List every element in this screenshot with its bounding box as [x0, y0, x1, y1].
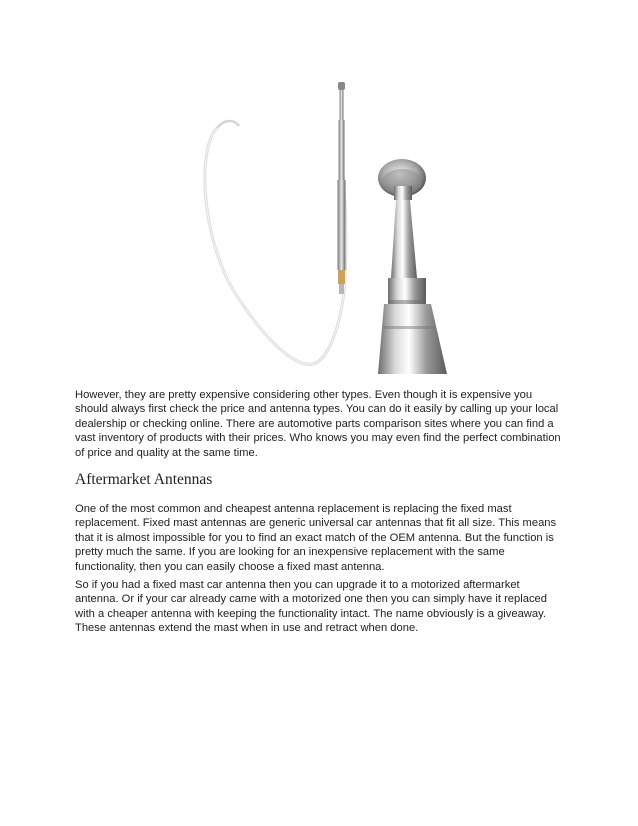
section-heading: Aftermarket Antennas — [75, 471, 213, 488]
cable-end — [217, 121, 239, 128]
mast-tip — [338, 82, 345, 90]
mast-connector — [338, 270, 345, 284]
body-paragraph-1: However, they are pretty expensive considering other types. Even though it is expensive you should always first check the price and antenna types. You can do it easily by calling up your local dealership or checking online. There are automotive parts comparison sites where you can find a vast inventory of products with their prices. Who knows you may even find the perfect combination of price and quality at the same time. — [75, 389, 561, 459]
antenna-illustration — [195, 78, 485, 374]
body-paragraph-3: So if you had a fixed mast car antenna then you can upgrade it to a motorized aftermarket antenna. Or if your car already came with a motorized one then you can simply have it replaced with a cheaper antenna with keeping the functionality intact. The name obviously is a giveaway. These antennas extend the mast when in use and retract when done. — [75, 579, 547, 635]
body-paragraph-2: One of the most common and cheapest antenna replacement is replacing the fixed mast replacement. Fixed mast antennas are generic universal car antennas that fit all size. This means that it is almost impossible for you to find an exact match of the OEM antenna. But the function is pretty much the same. If you are looking for an inexpensive replacement with the same functionality, then you can easily choose a fixed mast antenna. — [75, 503, 557, 573]
cable-loop — [205, 128, 346, 364]
antenna-photo — [195, 78, 485, 374]
